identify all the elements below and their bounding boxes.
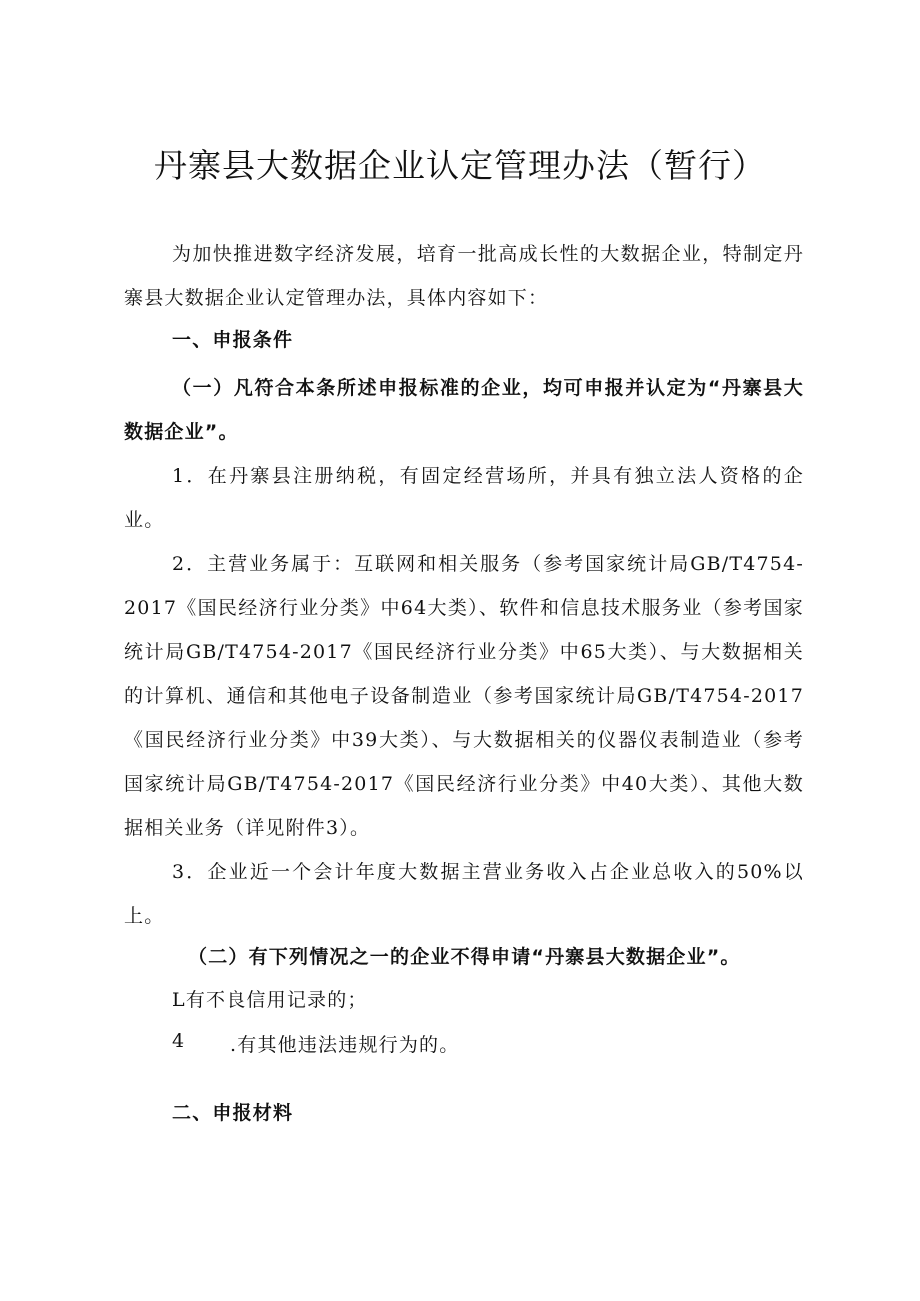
subsection-2-heading: （二）有下列情况之一的企业不得申请“丹寨县大数据企业”。 [188, 946, 741, 968]
exclusion-item-2-number: 4 [172, 1030, 186, 1052]
list-item-2: 2．主营业务属于：互联网和相关服务（参考国家统计局GB/T4754-2017《国民经济行业分类》中64大类）、软件和信息技术服务业（参考国家统计局GB/T4754-2017《国民经济行业分类》中65大类）、与大数据相关的计算机、通信和其他电子设备制造业（参考国家统计局GB/T4754-2017《国民经济行业分类》中39大类）、与大数据相关的仪器仪表制造业（参考国家统计局GB/T4754-2017《国民经济行业分类》中40大类）、其他大数据相关业务（详见附件3）。 [124, 553, 804, 839]
exclusion-item-2-text: .有其他违法违规行为的。 [230, 1034, 460, 1056]
subsection-1-heading: （一）凡符合本条所述申报标准的企业，均可申报并认定为“丹寨县大数据企业”。 [124, 377, 804, 443]
section-2-heading: 二、申报材料 [172, 1102, 294, 1124]
list-item-1: 1．在丹寨县注册纳税，有固定经营场所，并具有独立法人资格的企业。 [124, 465, 804, 531]
section-1-heading: 一、申报条件 [172, 329, 294, 351]
exclusion-item-1: L有不良信用记录的； [172, 989, 368, 1011]
document-title: 丹寨县大数据企业认定管理办法（暂行） [154, 146, 766, 185]
list-item-3: 3．企业近一个会计年度大数据主营业务收入占企业总收入的50%以上。 [124, 861, 804, 927]
intro-paragraph: 为加快推进数字经济发展，培育一批高成长性的大数据企业，特制定丹寨县大数据企业认定管理办法，具体内容如下： [124, 243, 804, 309]
